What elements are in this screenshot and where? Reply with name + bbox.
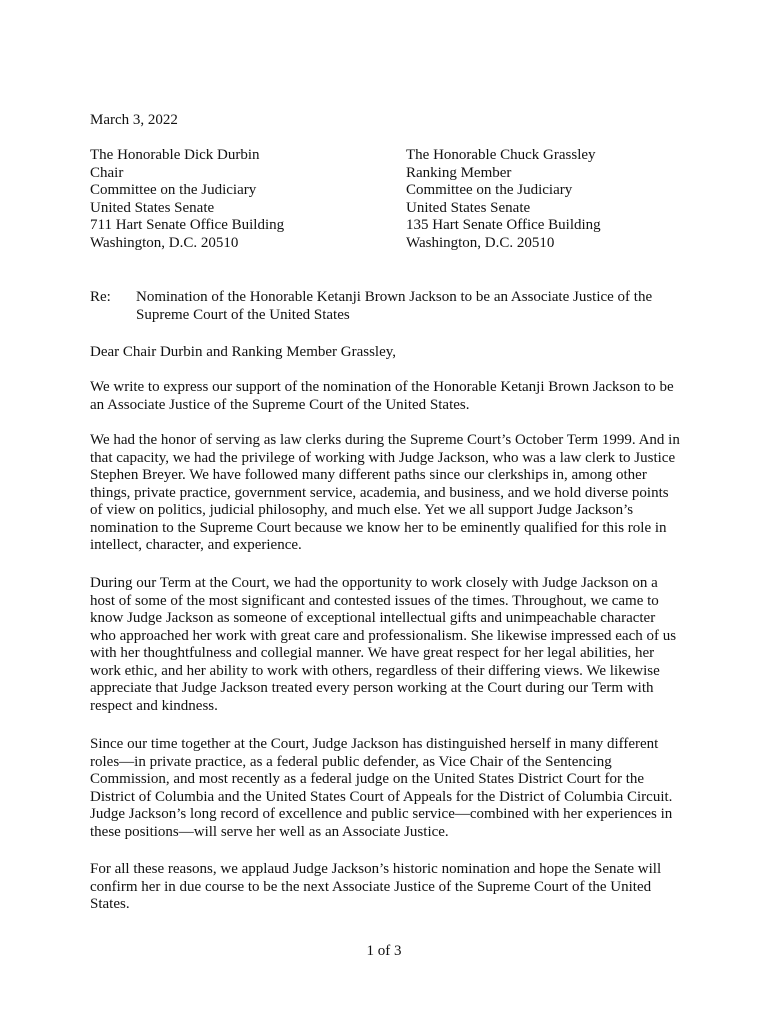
addressee-left-city: Washington, D.C. 20510 (90, 234, 239, 251)
addressee-left (90, 147, 284, 252)
addressee-left-office: 711 Hart Senate Office Building (90, 217, 285, 233)
addressee-right-city: Washington, D.C. 20510 (406, 234, 555, 251)
body-paragraph-5: For all these reasons, we applaud Judge Jackson’s historic nomination and hope the Senate will confirm her in due course to be the next Associate Justice of the Supreme Court of the United States. (90, 861, 662, 912)
subject-label: Re: (90, 289, 111, 305)
addressee-left-title: Chair (90, 164, 124, 181)
subject-line (90, 289, 690, 324)
addressee-right-committee: Committee on the Judiciary (406, 182, 573, 198)
addressee-left-committee: Committee on the Judiciary (90, 182, 257, 198)
addressee-right-body: United States Senate (406, 199, 531, 216)
addressee-right (406, 147, 601, 252)
body-paragraph-3: During our Term at the Court, we had the opportunity to work closely with Judge Jackson on a host of some of the most significant and contested issues of the times. Throughout, we came to know Judge Jackson as someone of exceptional intellectual gifts and unimpeachable character who approached her work with great care and professionalism. She likewise impressed each of us with her thoughtfulness and collegial manner. We have great respect for her legal abilities, her work ethic, and her ability to work with others, regardless of their differing views. We likewise appreciate that Judge Jackson treated every person working at the Court during our Term with respect and kindness. (90, 575, 677, 714)
addressee-left-name: The Honorable Dick Durbin (90, 147, 260, 163)
page-number: 1 of 3 (366, 943, 402, 959)
addressee-right-office: 135 Hart Senate Office Building (406, 217, 601, 233)
addressee-right-name: The Honorable Chuck Grassley (406, 147, 596, 163)
addressee-right-title: Ranking Member (406, 164, 512, 181)
letter-date: March 3, 2022 (90, 112, 178, 128)
letter-page (90, 0, 690, 1024)
body-paragraph-2: We had the honor of serving as law clerks during the Supreme Court’s October Term 1999. And in that capacity, we had the privilege of working with Judge Jackson, who was a law clerk to Justice Stephen Breyer. We have followed many different paths since our clerkships in, among other things, private practice, government service, academia, and business, and we hold diverse points of view on politics, judicial philosophy, and much else. Yet we all support Judge Jackson’s nomination to the Supreme Court because we know her to be eminently qualified for this role in intellect, character, and experience. (90, 432, 680, 553)
salutation: Dear Chair Durbin and Ranking Member Grassley, (90, 344, 397, 360)
body-paragraph-4: Since our time together at the Court, Judge Jackson has distinguished herself in many different roles—in private practice, as a federal public defender, as Vice Chair of the Sentencing Commission, and most recently as a federal judge on the United States District Court for the District of Columbia and the United States Court of Appeals for the District of Columbia Circuit. Judge Jackson’s long record of excellence and public service—combined with her experiences in these positions—will serve her well as an Associate Justice. (90, 736, 673, 840)
body-paragraph-1: We write to express our support of the nomination of the Honorable Ketanji Brown Jackson to be an Associate Justice of the Supreme Court of the United States. (90, 379, 674, 413)
addressee-left-body: United States Senate (90, 199, 215, 216)
subject-text: Nomination of the Honorable Ketanji Brown Jackson to be an Associate Justice of the Supreme Court of the United States (136, 289, 653, 323)
